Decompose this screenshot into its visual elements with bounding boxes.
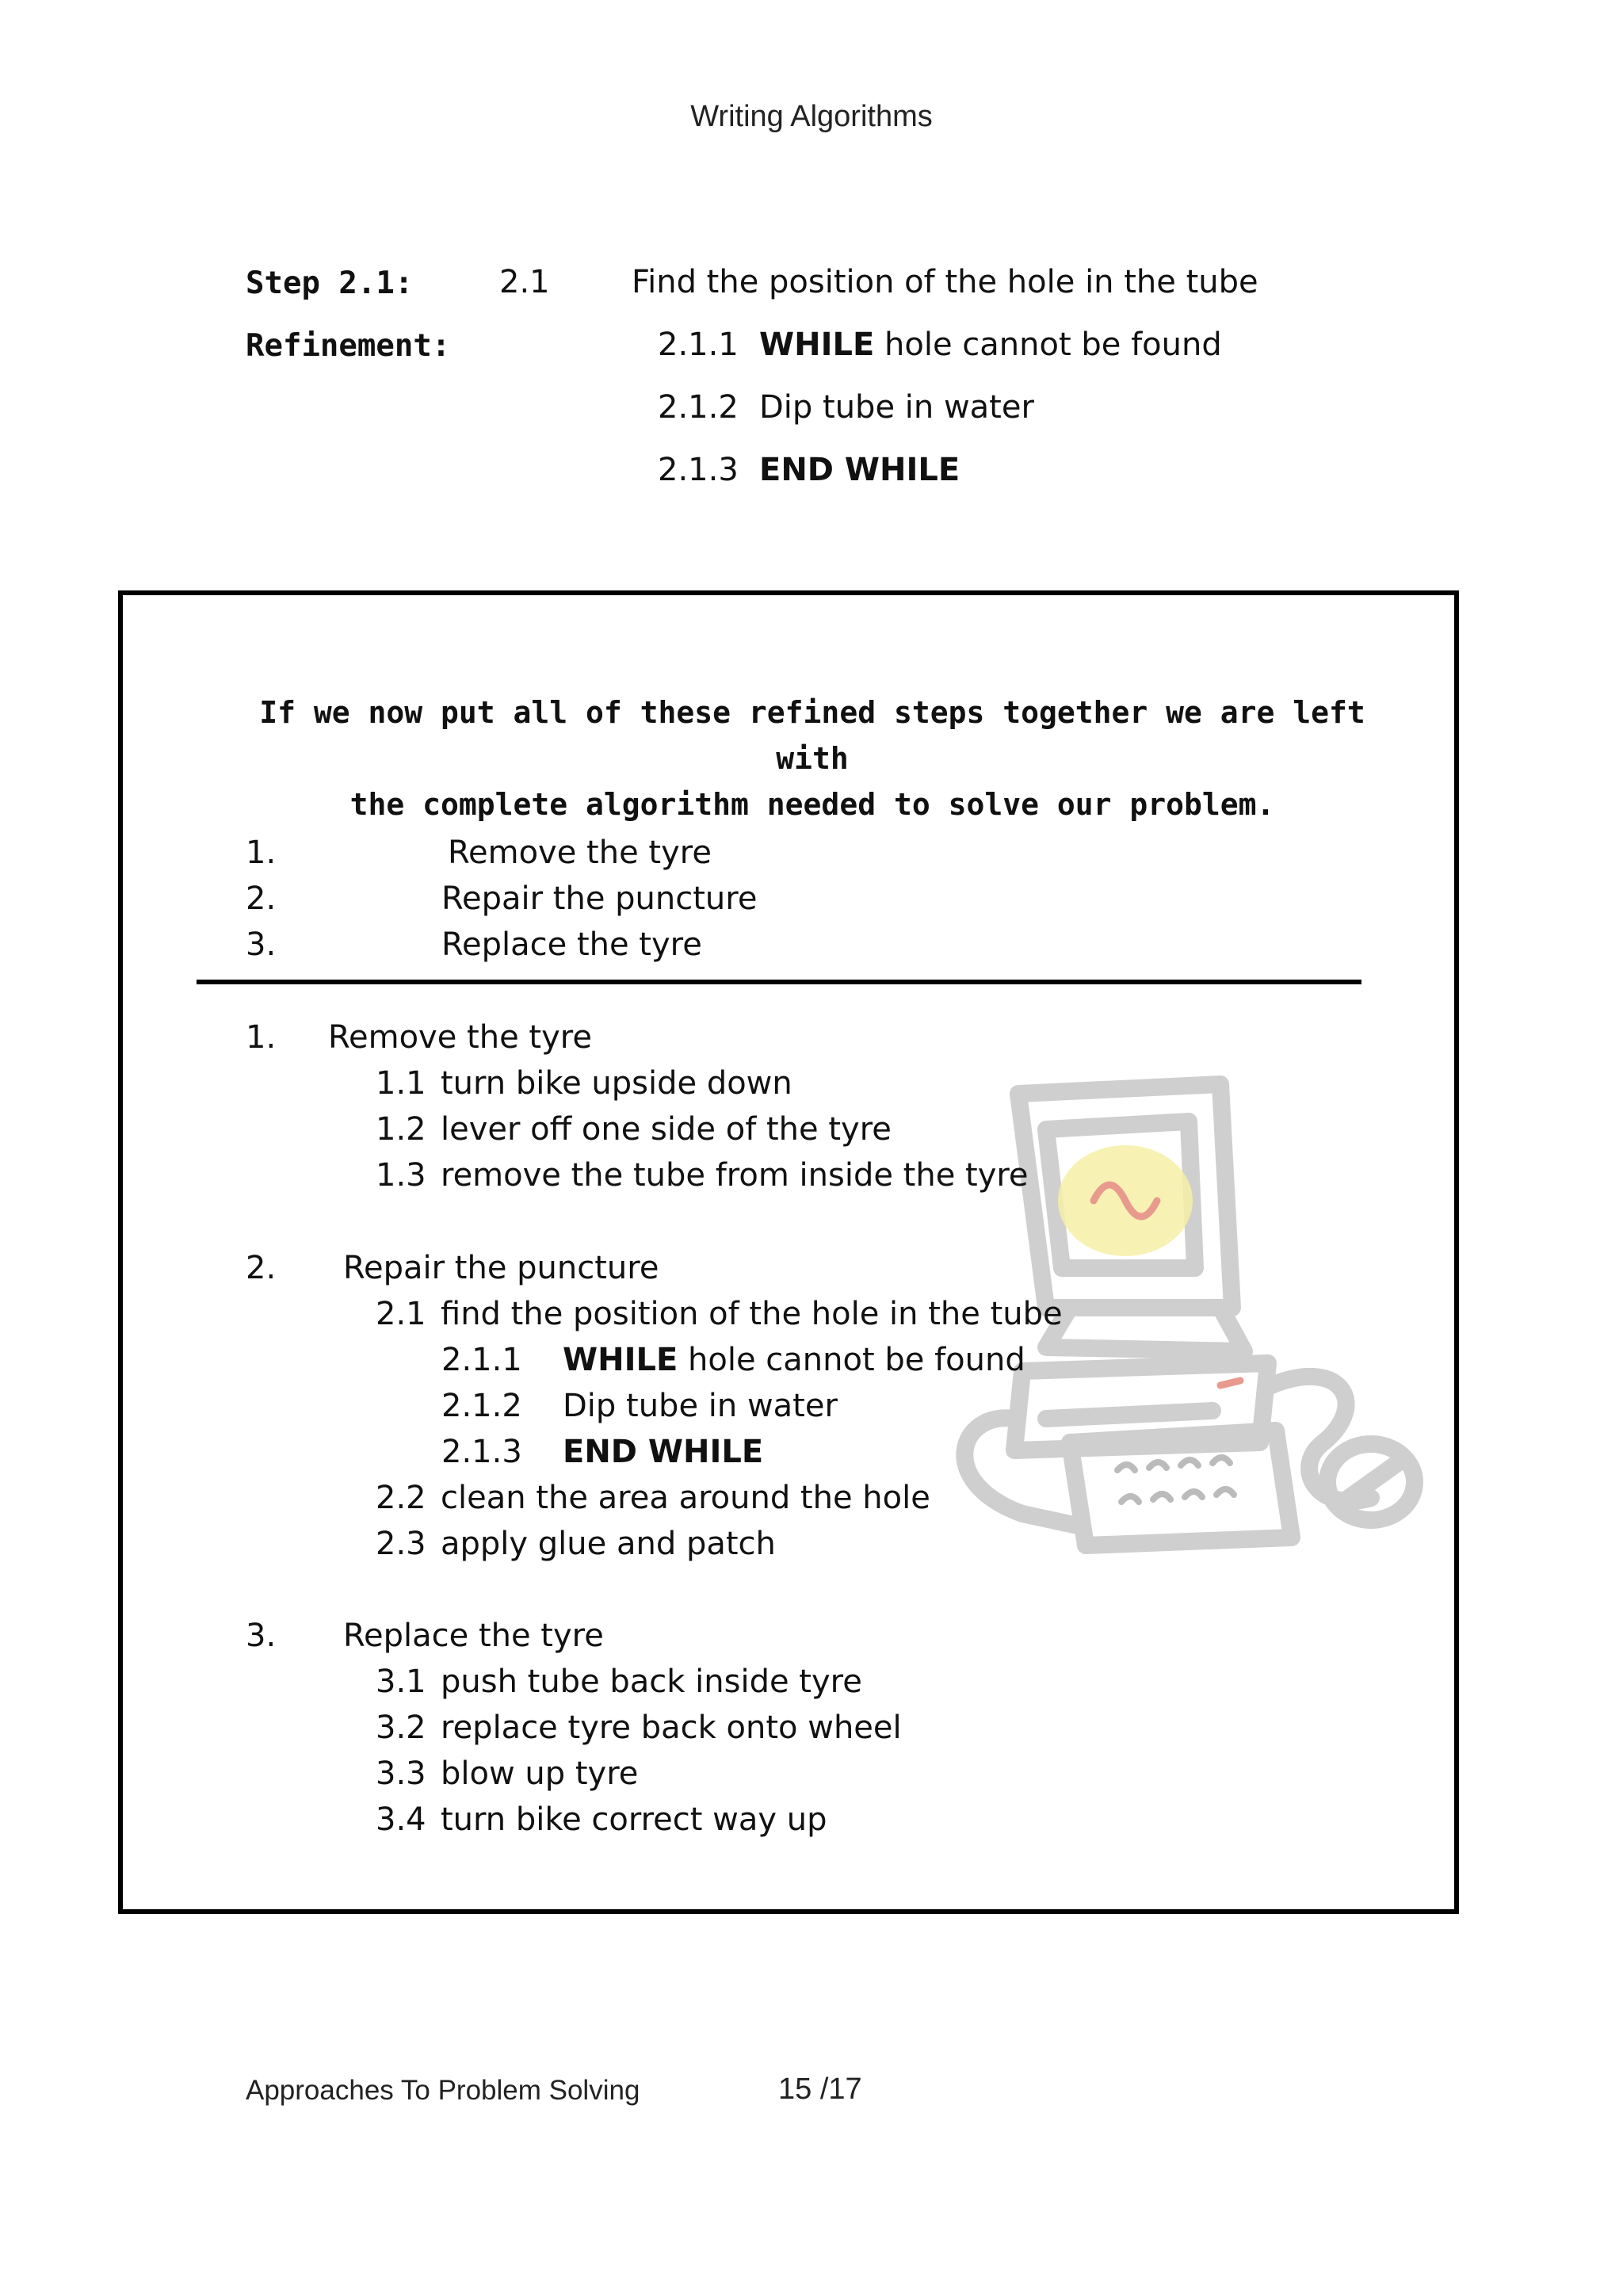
item-line (563, 1342, 1025, 1378)
outline-item: Remove the tyre (448, 835, 712, 871)
refinement-text: hole cannot be found (874, 327, 1222, 363)
refinement-num: 2.1.3 (658, 452, 739, 488)
outline-num: 1. (246, 835, 277, 871)
item-text: Dip tube in water (563, 1388, 838, 1424)
refinement-num: 2.1.2 (658, 389, 739, 426)
item-text: push tube back inside tyre (441, 1664, 862, 1700)
section-title: Repair the puncture (343, 1250, 659, 1286)
section-title: Replace the tyre (343, 1618, 604, 1654)
refinement-line (759, 389, 1034, 426)
section-num: 2. (246, 1250, 277, 1286)
item-num: 2.1.3 (441, 1434, 522, 1470)
item-num: 2.2 (376, 1480, 426, 1516)
refinement-line (759, 327, 1222, 363)
item-text: blow up tyre (441, 1755, 639, 1792)
page-number: 15 /17 (778, 2073, 862, 2106)
item-num: 3.1 (376, 1664, 426, 1700)
item-num: 1.2 (376, 1111, 426, 1148)
divider (197, 980, 1361, 984)
item-text: turn bike correct way up (441, 1801, 827, 1838)
section-num: 3. (246, 1618, 277, 1654)
item-num: 3.2 (376, 1710, 426, 1746)
refinement-line (759, 452, 960, 488)
refinement-num: 2.1.1 (658, 327, 739, 363)
keyword: WHILE (563, 1342, 678, 1378)
intro-text (238, 690, 1387, 827)
item-text: hole cannot be found (678, 1342, 1025, 1378)
intro-line-2: the complete algorithm needed to solve our problem. (349, 787, 1275, 822)
outline-num: 2. (246, 881, 277, 917)
item-text: lever off one side of the tyre (441, 1111, 892, 1148)
keyword: END WHILE (563, 1434, 764, 1470)
item-num: 2.1.1 (441, 1342, 522, 1378)
item-num: 3.3 (376, 1755, 426, 1792)
refinement-text: Dip tube in water (759, 389, 1034, 426)
item-num: 2.1 (376, 1296, 426, 1332)
item-line (563, 1388, 838, 1424)
item-num: 2.3 (376, 1526, 426, 1562)
item-text: find the position of the hole in the tube (441, 1296, 1063, 1332)
step-label: Step 2.1: (246, 266, 414, 301)
item-num: 1.3 (376, 1157, 426, 1194)
item-text: apply glue and patch (441, 1526, 776, 1562)
step-number: 2.1 (499, 264, 550, 300)
step-text: Find the position of the hole in the tube (632, 264, 1258, 300)
section-num: 1. (246, 1019, 277, 1056)
intro-line-1: If we now put all of these refined steps together we are left with (259, 695, 1365, 776)
item-text: turn bike upside down (441, 1065, 792, 1102)
item-num: 2.1.2 (441, 1388, 522, 1424)
item-line (563, 1434, 763, 1470)
refinement-label: Refinement: (246, 328, 451, 364)
item-text: clean the area around the hole (441, 1480, 930, 1516)
keyword: WHILE (759, 327, 875, 363)
section-title: Remove the tyre (328, 1019, 592, 1056)
keyword: END WHILE (759, 452, 960, 488)
outline-item: Replace the tyre (441, 926, 702, 963)
item-num: 3.4 (376, 1801, 426, 1838)
item-num: 1.1 (376, 1065, 426, 1102)
item-text: replace tyre back onto wheel (441, 1710, 902, 1746)
outline-item: Repair the puncture (441, 881, 758, 917)
item-text: remove the tube from inside the tyre (441, 1157, 1029, 1194)
footer-title: Approaches To Problem Solving (246, 2075, 640, 2106)
outline-num: 3. (246, 926, 277, 963)
page-header-title: Writing Algorithms (690, 100, 933, 133)
